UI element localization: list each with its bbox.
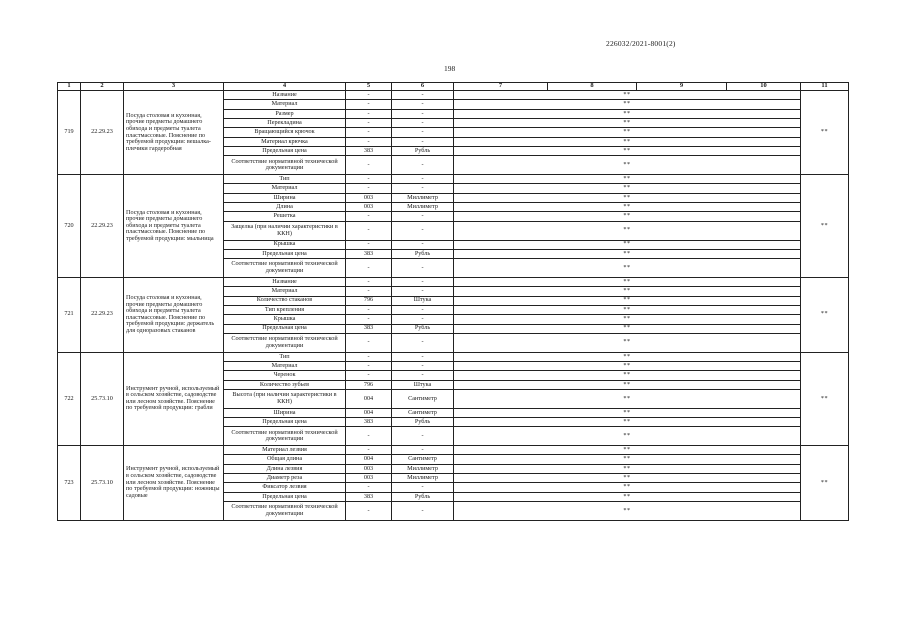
unit-name-cell: Штука <box>392 380 454 389</box>
unit-code-cell: - <box>346 156 392 175</box>
unit-code-cell: - <box>346 371 392 380</box>
characteristic-name-cell: Соответствие нормативной технической документации <box>224 333 346 352</box>
characteristic-name-cell: Размер <box>224 109 346 118</box>
characteristic-name-cell: Название <box>224 277 346 286</box>
item-description-cell: Посуда столовая и кухонная, прочие предметы домашнего обихода и предметы туалета пластмассовые. Пояснение по требуемой продукции: мыльница <box>124 175 224 278</box>
value-cell: ** <box>454 109 801 118</box>
unit-code-cell: 003 <box>346 203 392 212</box>
unit-code-cell: 003 <box>346 193 392 202</box>
characteristic-name-cell: Материал крючка <box>224 137 346 146</box>
unit-code-cell: 003 <box>346 464 392 473</box>
characteristic-name-cell: Материал лезвия <box>224 446 346 455</box>
unit-code-cell: 004 <box>346 408 392 417</box>
unit-name-cell: - <box>392 446 454 455</box>
unit-name-cell: Миллиметр <box>392 474 454 483</box>
value-cell: ** <box>454 502 801 521</box>
okpd-code-cell: 25.73.10 <box>81 352 124 445</box>
okpd-code-cell: 22.29.23 <box>81 175 124 278</box>
value-cell: ** <box>454 446 801 455</box>
value-cell: ** <box>454 249 801 258</box>
unit-code-cell: - <box>346 128 392 137</box>
table-row <box>58 175 849 184</box>
column-header: 1 <box>58 83 81 91</box>
unit-name-cell: - <box>392 483 454 492</box>
value-cell: ** <box>454 296 801 305</box>
unit-name-cell: - <box>392 352 454 361</box>
value-cell: ** <box>454 333 801 352</box>
characteristic-name-cell: Высота (при наличии характеристики в ККН) <box>224 390 346 409</box>
unit-name-cell: - <box>392 137 454 146</box>
characteristic-name-cell: Соответствие нормативной технической документации <box>224 502 346 521</box>
column-header-row <box>58 83 849 91</box>
characteristic-name-cell: Перекладина <box>224 119 346 128</box>
value-cell: ** <box>454 240 801 249</box>
value-cell: ** <box>454 137 801 146</box>
value-cell: ** <box>454 259 801 278</box>
unit-name-cell: - <box>392 361 454 370</box>
unit-name-cell: - <box>392 240 454 249</box>
okpd-code-cell: 22.29.23 <box>81 91 124 175</box>
characteristic-name-cell: Количество зубьев <box>224 380 346 389</box>
characteristic-name-cell: Предельная цена <box>224 492 346 501</box>
unit-name-cell: Миллиметр <box>392 464 454 473</box>
characteristic-name-cell: Предельная цена <box>224 324 346 333</box>
value-cell: ** <box>454 380 801 389</box>
unit-code-cell: 004 <box>346 455 392 464</box>
characteristic-name-cell: Материал <box>224 184 346 193</box>
column-header: 7 <box>454 83 548 91</box>
unit-code-cell: - <box>346 427 392 446</box>
value-cell: ** <box>454 492 801 501</box>
value-cell: ** <box>454 119 801 128</box>
characteristic-name-cell: Соответствие нормативной технической документации <box>224 259 346 278</box>
unit-code-cell: - <box>346 502 392 521</box>
characteristic-name-cell: Фиксатор лезвия <box>224 483 346 492</box>
unit-code-cell: 383 <box>346 492 392 501</box>
value-cell: ** <box>454 361 801 370</box>
unit-name-cell: Рубль <box>392 249 454 258</box>
unit-code-cell: - <box>346 483 392 492</box>
item-description-cell: Посуда столовая и кухонная, прочие предметы домашнего обихода и предметы туалета пластмассовые. Пояснение по требуемой продукции: держатель для одноразовых стаканов <box>124 277 224 352</box>
okpd-code-cell: 22.29.23 <box>81 277 124 352</box>
unit-code-cell: - <box>346 175 392 184</box>
unit-code-cell: 383 <box>346 418 392 427</box>
value-cell: ** <box>454 147 801 156</box>
column-header: 4 <box>224 83 346 91</box>
unit-name-cell: - <box>392 109 454 118</box>
unit-name-cell: - <box>392 277 454 286</box>
unit-code-cell: - <box>346 109 392 118</box>
value-cell: ** <box>454 427 801 446</box>
unit-name-cell: - <box>392 119 454 128</box>
unit-code-cell: - <box>346 259 392 278</box>
table-row <box>58 446 849 455</box>
unit-code-cell: 383 <box>346 324 392 333</box>
column-header: 5 <box>346 83 392 91</box>
unit-name-cell: - <box>392 184 454 193</box>
characteristic-name-cell: Защелка (при наличии характеристики в ККН) <box>224 221 346 240</box>
okpd-code-cell: 25.73.10 <box>81 446 124 521</box>
unit-name-cell: - <box>392 212 454 221</box>
value-cell: ** <box>454 100 801 109</box>
unit-code-cell: - <box>346 221 392 240</box>
unit-code-cell: - <box>346 184 392 193</box>
unit-code-cell: - <box>346 277 392 286</box>
value-cell: ** <box>454 418 801 427</box>
unit-code-cell: - <box>346 137 392 146</box>
item-number-cell: 720 <box>58 175 81 278</box>
unit-name-cell: Рубль <box>392 324 454 333</box>
unit-code-cell: 796 <box>346 296 392 305</box>
value-cell: ** <box>454 128 801 137</box>
characteristic-name-cell: Длина <box>224 203 346 212</box>
unit-name-cell: - <box>392 259 454 278</box>
value-cell: ** <box>454 390 801 409</box>
col11-cell: ** <box>801 175 849 278</box>
value-cell: ** <box>454 305 801 314</box>
value-cell: ** <box>454 156 801 175</box>
unit-code-cell: 004 <box>346 390 392 409</box>
unit-code-cell: - <box>346 91 392 100</box>
unit-name-cell: - <box>392 371 454 380</box>
value-cell: ** <box>454 287 801 296</box>
characteristic-name-cell: Крышка <box>224 240 346 249</box>
unit-name-cell: Рубль <box>392 147 454 156</box>
item-number-cell: 722 <box>58 352 81 445</box>
column-header: 8 <box>548 83 637 91</box>
value-cell: ** <box>454 184 801 193</box>
column-header: 9 <box>637 83 727 91</box>
value-cell: ** <box>454 352 801 361</box>
characteristic-name-cell: Ширина <box>224 193 346 202</box>
unit-name-cell: Сантиметр <box>392 408 454 417</box>
value-cell: ** <box>454 324 801 333</box>
unit-code-cell: - <box>346 361 392 370</box>
value-cell: ** <box>454 315 801 324</box>
characteristic-name-cell: Материал <box>224 361 346 370</box>
column-header: 6 <box>392 83 454 91</box>
unit-code-cell: 796 <box>346 380 392 389</box>
unit-name-cell: - <box>392 287 454 296</box>
column-header: 10 <box>727 83 801 91</box>
value-cell: ** <box>454 212 801 221</box>
column-header: 2 <box>81 83 124 91</box>
column-header: 3 <box>124 83 224 91</box>
item-description-cell: Инструмент ручной, используемый в сельском хозяйстве, садоводстве или лесном хозяйстве. Пояснение по требуемой продукции: грабли <box>124 352 224 445</box>
col11-cell: ** <box>801 91 849 175</box>
characteristic-name-cell: Ширина <box>224 408 346 417</box>
value-cell: ** <box>454 277 801 286</box>
item-number-cell: 723 <box>58 446 81 521</box>
unit-code-cell: - <box>346 100 392 109</box>
unit-name-cell: Штука <box>392 296 454 305</box>
unit-name-cell: Сантиметр <box>392 390 454 409</box>
characteristic-name-cell: Предельная цена <box>224 418 346 427</box>
value-cell: ** <box>454 408 801 417</box>
unit-name-cell: - <box>392 427 454 446</box>
characteristic-name-cell: Тип <box>224 352 346 361</box>
unit-name-cell: Сантиметр <box>392 455 454 464</box>
characteristic-name-cell: Материал <box>224 287 346 296</box>
value-cell: ** <box>454 464 801 473</box>
unit-code-cell: 383 <box>346 249 392 258</box>
characteristic-name-cell: Количество стаканов <box>224 296 346 305</box>
col11-cell: ** <box>801 352 849 445</box>
value-cell: ** <box>454 91 801 100</box>
unit-code-cell: - <box>346 333 392 352</box>
value-cell: ** <box>454 193 801 202</box>
characteristic-name-cell: Предельная цена <box>224 249 346 258</box>
unit-code-cell: 383 <box>346 147 392 156</box>
unit-name-cell: - <box>392 502 454 521</box>
unit-name-cell: Миллиметр <box>392 203 454 212</box>
table-row <box>58 91 849 100</box>
value-cell: ** <box>454 203 801 212</box>
characteristic-name-cell: Материал <box>224 100 346 109</box>
unit-code-cell: - <box>346 315 392 324</box>
page-number: 198 <box>444 64 456 73</box>
unit-code-cell: - <box>346 352 392 361</box>
specification-table <box>57 82 849 521</box>
characteristic-name-cell: Решетка <box>224 212 346 221</box>
column-header: 11 <box>801 83 849 91</box>
characteristic-name-cell: Тип <box>224 175 346 184</box>
table-row <box>58 352 849 361</box>
unit-code-cell: - <box>346 119 392 128</box>
col11-cell: ** <box>801 446 849 521</box>
item-description-cell: Посуда столовая и кухонная, прочие предметы домашнего обихода и предметы туалета пластмассовые. Пояснение по требуемой продукции: вешалка-плечики гардеробная <box>124 91 224 175</box>
unit-code-cell: - <box>346 446 392 455</box>
unit-code-cell: - <box>346 287 392 296</box>
unit-name-cell: - <box>392 333 454 352</box>
unit-name-cell: - <box>392 175 454 184</box>
unit-code-cell: 003 <box>346 474 392 483</box>
unit-name-cell: - <box>392 128 454 137</box>
item-description-cell: Инструмент ручной, используемый в сельском хозяйстве, садоводстве или лесном хозяйстве. Пояснение по требуемой продукции: ножницы садовые <box>124 446 224 521</box>
document-number: 226032/2021-8001(2) <box>606 39 676 48</box>
characteristic-name-cell: Общая длина <box>224 455 346 464</box>
unit-name-cell: Рубль <box>392 418 454 427</box>
unit-name-cell: - <box>392 315 454 324</box>
unit-name-cell: - <box>392 156 454 175</box>
characteristic-name-cell: Предельная цена <box>224 147 346 156</box>
unit-name-cell: - <box>392 221 454 240</box>
characteristic-name-cell: Название <box>224 91 346 100</box>
characteristic-name-cell: Соответствие нормативной технической документации <box>224 156 346 175</box>
characteristic-name-cell: Диаметр реза <box>224 474 346 483</box>
value-cell: ** <box>454 474 801 483</box>
unit-name-cell: - <box>392 305 454 314</box>
unit-code-cell: - <box>346 240 392 249</box>
characteristic-name-cell: Соответствие нормативной технической документации <box>224 427 346 446</box>
item-number-cell: 719 <box>58 91 81 175</box>
col11-cell: ** <box>801 277 849 352</box>
item-number-cell: 721 <box>58 277 81 352</box>
value-cell: ** <box>454 221 801 240</box>
value-cell: ** <box>454 455 801 464</box>
unit-name-cell: - <box>392 100 454 109</box>
characteristic-name-cell: Длина лезвия <box>224 464 346 473</box>
unit-code-cell: - <box>346 305 392 314</box>
unit-name-cell: Миллиметр <box>392 193 454 202</box>
characteristic-name-cell: Тип крепления <box>224 305 346 314</box>
characteristic-name-cell: Черенок <box>224 371 346 380</box>
unit-name-cell: - <box>392 91 454 100</box>
unit-name-cell: Рубль <box>392 492 454 501</box>
table-row <box>58 277 849 286</box>
unit-code-cell: - <box>346 212 392 221</box>
value-cell: ** <box>454 483 801 492</box>
characteristic-name-cell: Вращающийся крючок <box>224 128 346 137</box>
characteristic-name-cell: Крышка <box>224 315 346 324</box>
value-cell: ** <box>454 175 801 184</box>
value-cell: ** <box>454 371 801 380</box>
